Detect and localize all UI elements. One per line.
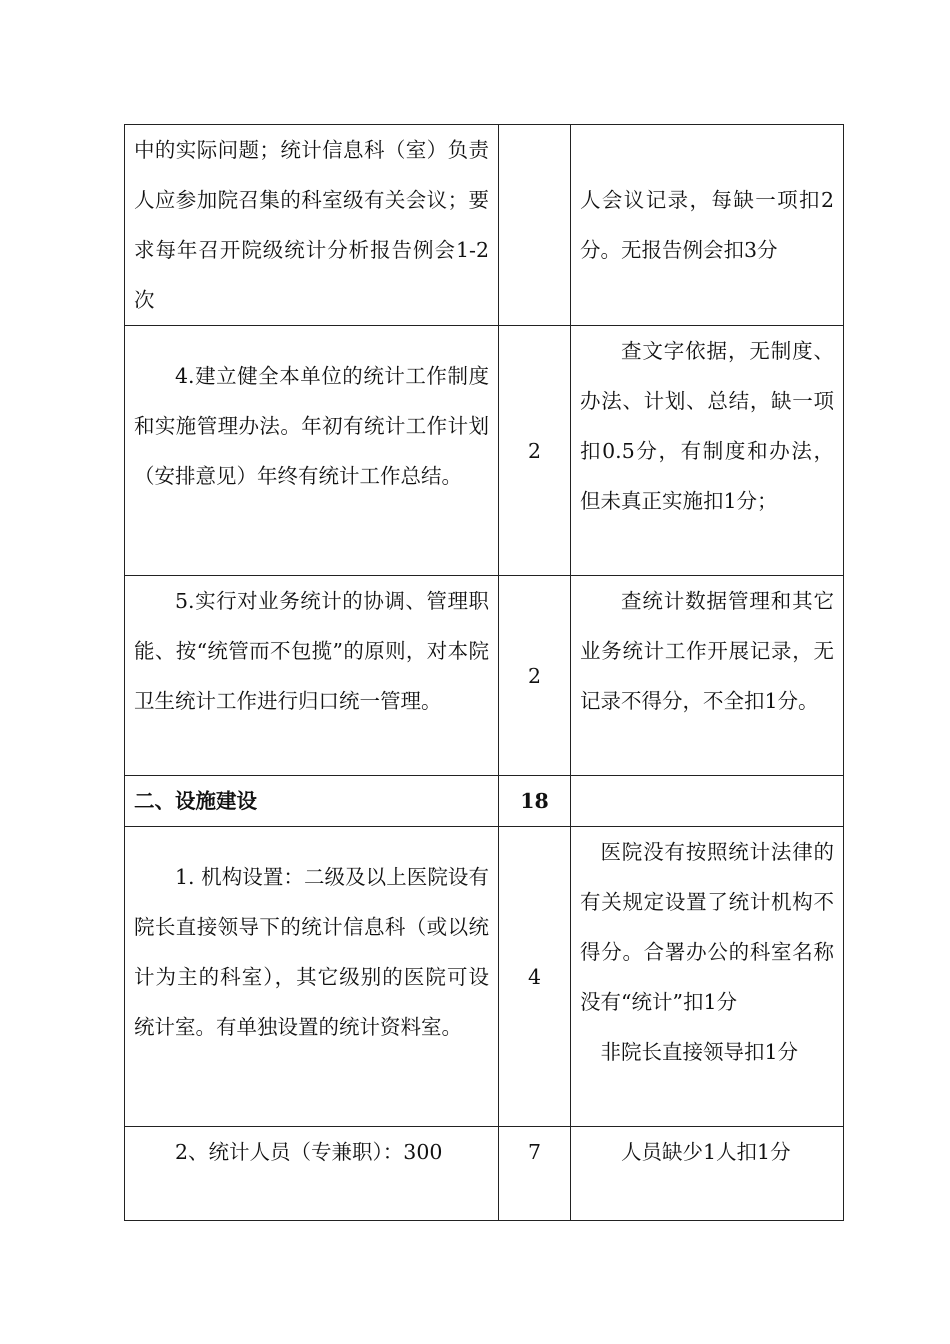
criteria-cell	[571, 827, 844, 1127]
criteria-text: 医院没有按照统计法律的有关规定设置了统计机构不得分。合署办公的科室名称没有“统计”扣1分	[580, 840, 834, 1014]
item-text: 1. 机构设置：二级及以上医院设有院长直接领导下的统计信息科（或以统计为主的科室），其它级别的医院可设统计室。有单独设置的统计资料室。	[134, 865, 489, 1039]
item-cell	[125, 827, 499, 1127]
score-cell: 7	[499, 1127, 571, 1221]
table-row	[125, 326, 844, 576]
item-cell	[125, 326, 499, 576]
item-cell	[125, 1127, 499, 1221]
criteria-cell	[571, 326, 844, 576]
evaluation-table	[124, 124, 844, 1221]
criteria-cell	[571, 1127, 844, 1221]
section-row	[125, 776, 844, 827]
criteria-cell	[571, 125, 844, 326]
table-row	[125, 827, 844, 1127]
criteria-text: 人会议记录，每缺一项扣2分。无报告例会扣3分	[580, 188, 834, 262]
score-cell: 2	[499, 576, 571, 776]
item-text: 中的实际问题；统计信息科（室）负责人应参加院召集的科室级有关会议；要求每年召开院级统计分析报告例会1-2次	[134, 138, 489, 312]
criteria-cell	[571, 776, 844, 827]
criteria-text: 查统计数据管理和其它业务统计工作开展记录，无记录不得分，不全扣1分。	[580, 589, 834, 713]
item-cell	[125, 576, 499, 776]
section-score: 18	[499, 776, 571, 827]
score-cell: 2	[499, 326, 571, 576]
table-row	[125, 576, 844, 776]
item-text: 2、统计人员（专兼职）：300	[175, 1140, 443, 1164]
item-text: 4.建立健全本单位的统计工作制度和实施管理办法。年初有统计工作计划（安排意见）年终有统计工作总结。	[134, 364, 489, 488]
table-row	[125, 125, 844, 326]
score-cell	[499, 125, 571, 326]
table-row	[125, 1127, 844, 1221]
criteria-text: 查文字依据，无制度、办法、计划、总结，缺一项扣0.5分，有制度和办法，但未真正实施扣1分；	[580, 339, 834, 513]
criteria-text-2: 非院长直接领导扣1分	[600, 1040, 799, 1064]
criteria-text: 人员缺少1人扣1分	[621, 1140, 791, 1164]
item-cell	[125, 125, 499, 326]
section-title: 二、设施建设	[125, 776, 499, 827]
item-text: 5.实行对业务统计的协调、管理职能、按“统管而不包揽”的原则，对本院卫生统计工作进行归口统一管理。	[134, 589, 489, 713]
criteria-cell	[571, 576, 844, 776]
score-cell: 4	[499, 827, 571, 1127]
